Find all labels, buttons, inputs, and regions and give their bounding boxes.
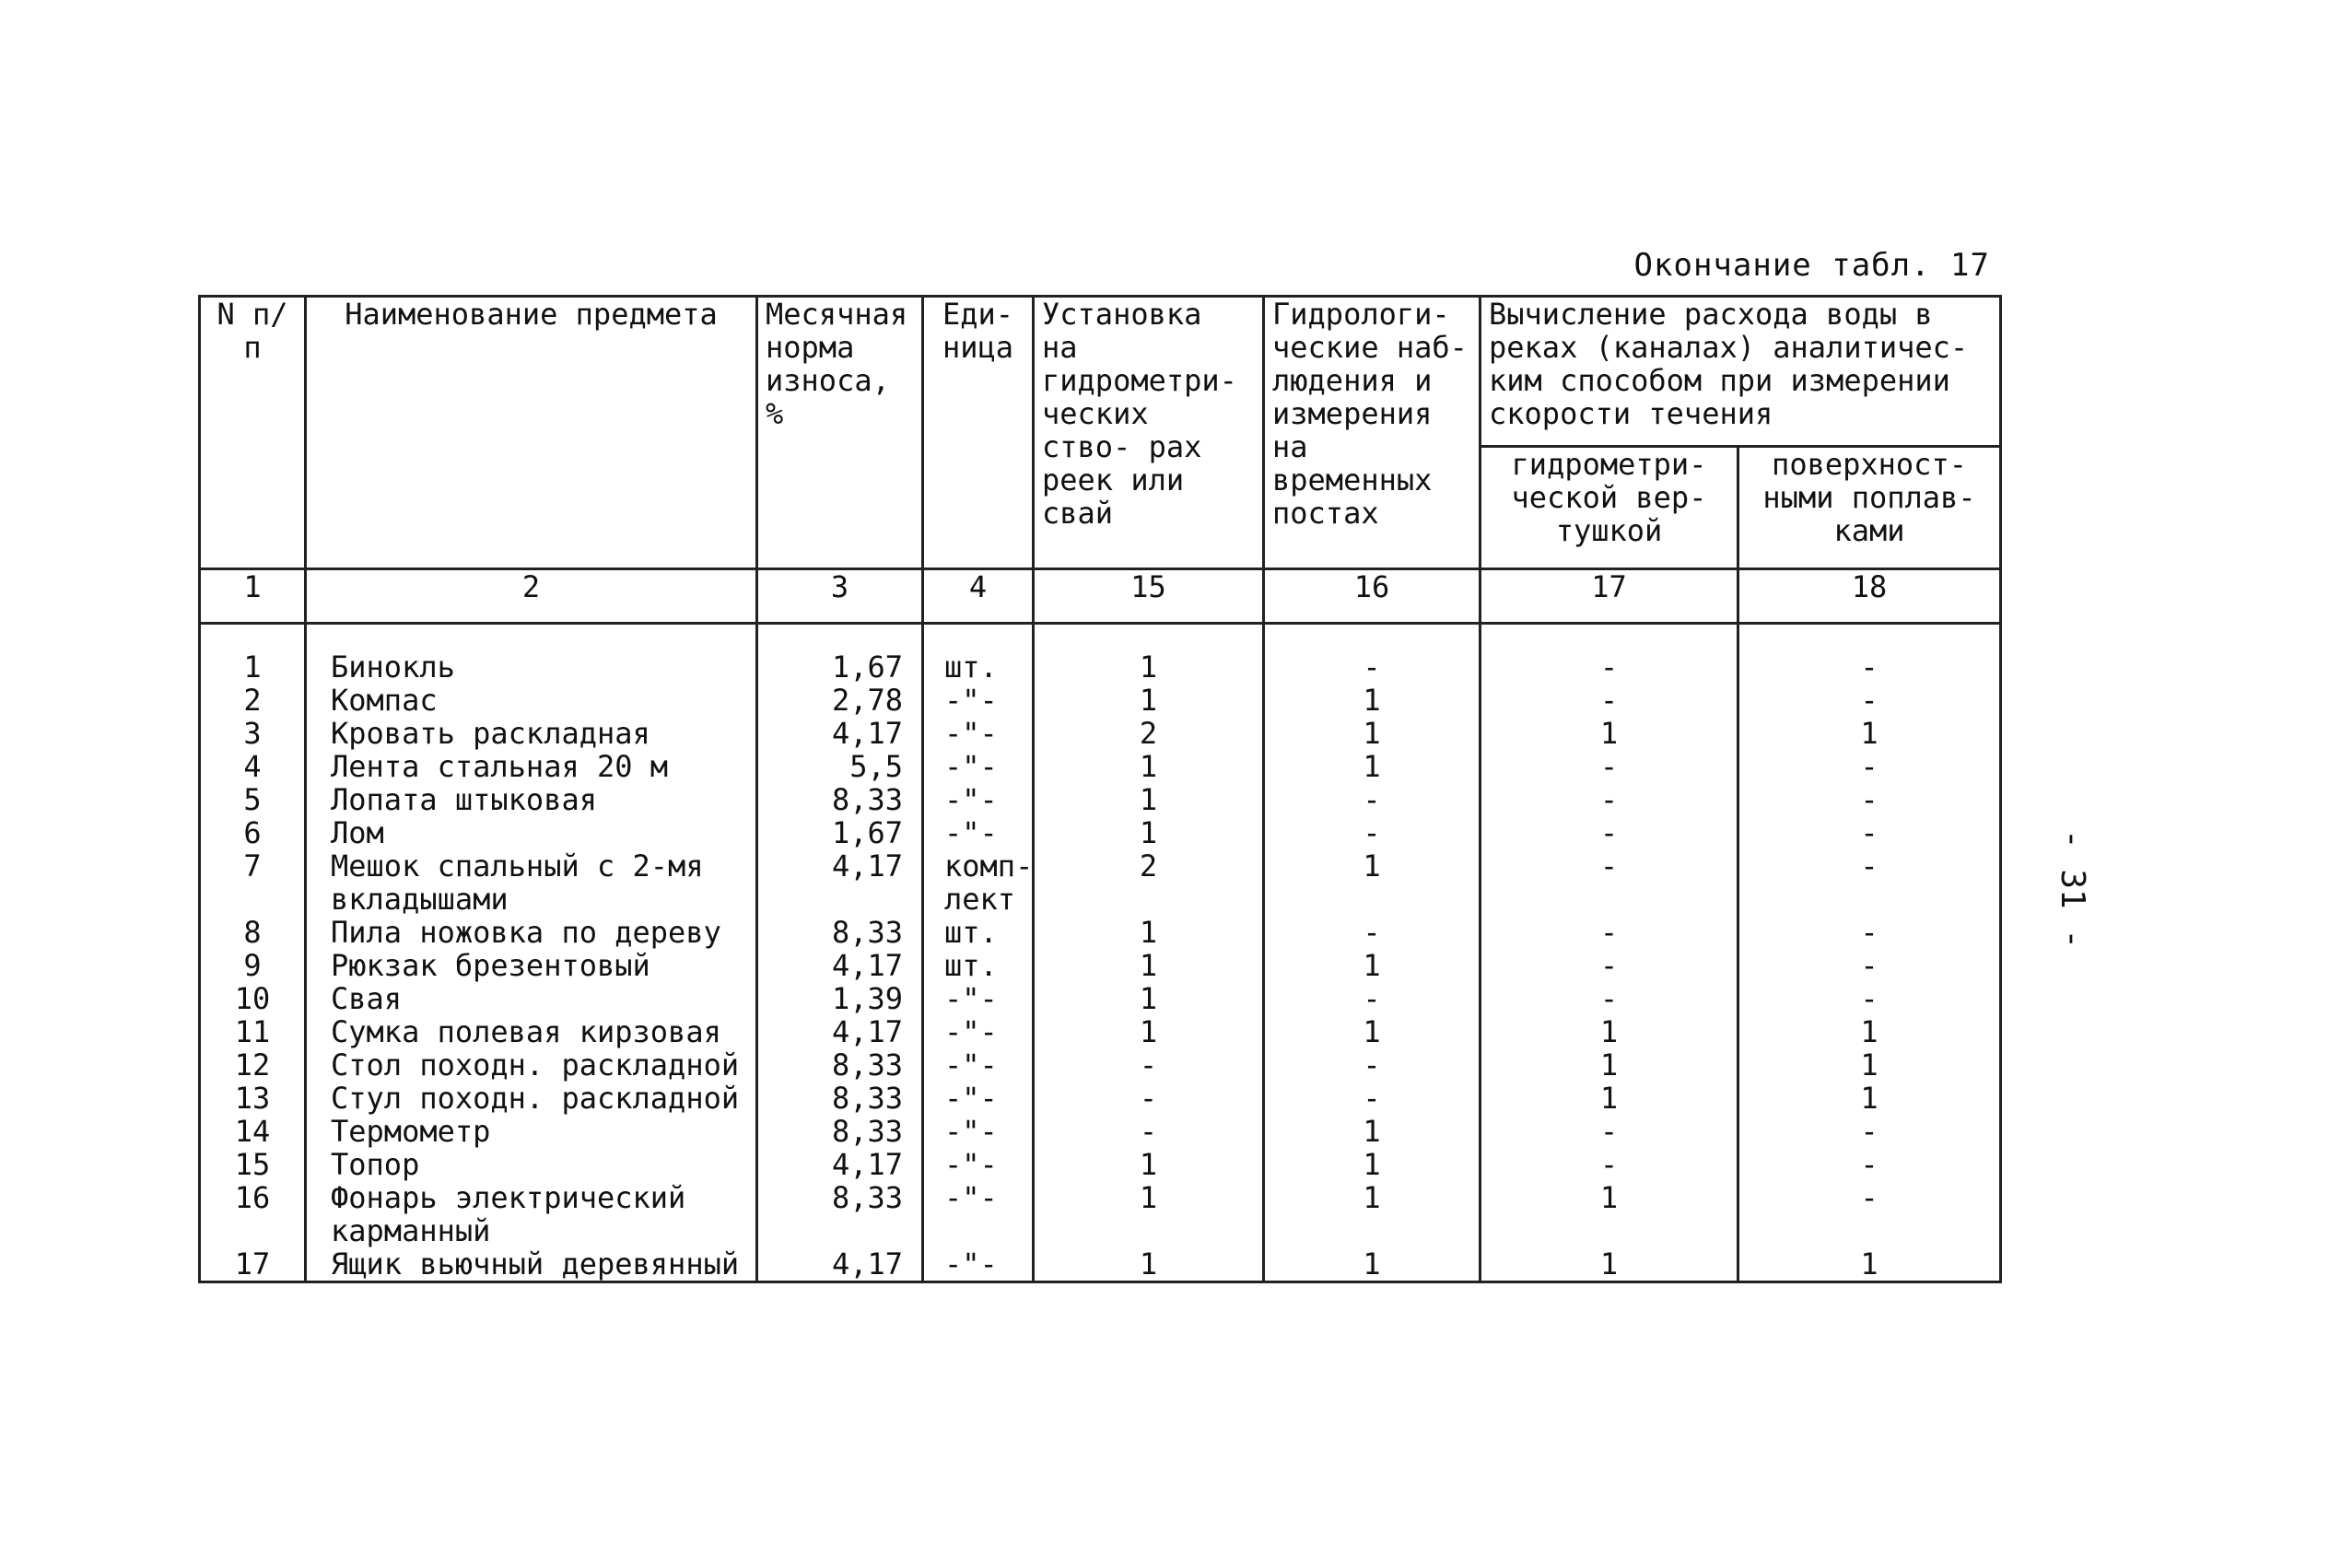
- column-number: 2: [306, 569, 757, 624]
- cell-n: 15: [200, 1148, 306, 1181]
- table-row: [200, 750, 2001, 783]
- cell-c15: -: [1034, 1115, 1264, 1148]
- cell-n: 13: [200, 1082, 306, 1115]
- cell-c16: -: [1264, 783, 1480, 816]
- page-number: - 31 -: [2054, 829, 2091, 950]
- cell-name: Мешок спальный с 2-мя вкладышами: [306, 849, 757, 916]
- table-caption: Окончание табл. 17: [1633, 247, 1990, 284]
- cell-c17: 1: [1480, 1048, 1738, 1082]
- cell-unit: шт.: [923, 916, 1034, 949]
- cell-c18: -: [1738, 816, 2001, 849]
- cell-c18: -: [1738, 849, 2001, 916]
- cell-unit: -"-: [923, 783, 1034, 816]
- column-number: 4: [923, 569, 1034, 624]
- cell-name: Лом: [306, 816, 757, 849]
- cell-c16: 1: [1264, 849, 1480, 916]
- cell-unit: -"-: [923, 982, 1034, 1015]
- cell-norm: 4,17: [757, 949, 923, 982]
- column-number: 16: [1264, 569, 1480, 624]
- table-row: [200, 1015, 2001, 1048]
- header-group: Вычисление расхода воды в реках (каналах) аналитичес- ким способом при измерении скорости течения: [1480, 297, 2001, 447]
- cell-c16: 1: [1264, 1181, 1480, 1247]
- cell-name: Свая: [306, 982, 757, 1015]
- cell-n: 17: [200, 1247, 306, 1282]
- cell-name: Пила ножовка по дереву: [306, 916, 757, 949]
- cell-norm: 2,78: [757, 684, 923, 717]
- cell-n: 1: [200, 650, 306, 684]
- cell-c17: -: [1480, 684, 1738, 717]
- cell-name: Рюкзак брезентовый: [306, 949, 757, 982]
- spacer-row: [200, 624, 2001, 651]
- cell-unit: -"-: [923, 1082, 1034, 1115]
- cell-name: Термометр: [306, 1115, 757, 1148]
- table-row: [200, 849, 2001, 916]
- cell-c16: 1: [1264, 1148, 1480, 1181]
- column-number: 1: [200, 569, 306, 624]
- cell-c17: 1: [1480, 1015, 1738, 1048]
- cell-c15: 1: [1034, 949, 1264, 982]
- cell-unit: шт.: [923, 949, 1034, 982]
- cell-c18: 1: [1738, 1015, 2001, 1048]
- cell-c18: -: [1738, 1148, 2001, 1181]
- cell-c15: 1: [1034, 816, 1264, 849]
- cell-c18: -: [1738, 684, 2001, 717]
- table-row: [200, 1247, 2001, 1282]
- cell-c16: -: [1264, 982, 1480, 1015]
- cell-unit: -"-: [923, 1148, 1034, 1181]
- cell-unit: -"-: [923, 1015, 1034, 1048]
- header-col15: Установка на гидрометри- ческих ство- рах реек или свай: [1034, 297, 1264, 569]
- cell-unit: -"-: [923, 816, 1034, 849]
- cell-name: Сумка полевая кирзовая: [306, 1015, 757, 1048]
- table-row: [200, 783, 2001, 816]
- cell-c16: -: [1264, 916, 1480, 949]
- cell-name: Бинокль: [306, 650, 757, 684]
- cell-c17: -: [1480, 949, 1738, 982]
- cell-c18: 1: [1738, 717, 2001, 750]
- cell-unit: комп- лект: [923, 849, 1034, 916]
- cell-norm: 1,39: [757, 982, 923, 1015]
- cell-norm: 4,17: [757, 1247, 923, 1282]
- header-unit: Еди- ница: [923, 297, 1034, 569]
- cell-name: Ящик вьючный деревянный: [306, 1247, 757, 1282]
- column-number: 15: [1034, 569, 1264, 624]
- cell-name: Кровать раскладная: [306, 717, 757, 750]
- table-row: [200, 982, 2001, 1015]
- cell-c15: 1: [1034, 750, 1264, 783]
- cell-norm: 8,33: [757, 1048, 923, 1082]
- cell-n: 9: [200, 949, 306, 982]
- cell-unit: -"-: [923, 750, 1034, 783]
- cell-norm: 5,5: [757, 750, 923, 783]
- cell-name: Стол походн. раскладной: [306, 1048, 757, 1082]
- cell-c17: -: [1480, 982, 1738, 1015]
- cell-n: 16: [200, 1181, 306, 1247]
- equipment-wear-table: [198, 295, 2002, 1283]
- cell-c17: -: [1480, 783, 1738, 816]
- cell-norm: 4,17: [757, 849, 923, 916]
- cell-c16: 1: [1264, 1115, 1480, 1148]
- cell-c18: -: [1738, 916, 2001, 949]
- cell-unit: -"-: [923, 1048, 1034, 1082]
- cell-unit: -"-: [923, 717, 1034, 750]
- table-row: [200, 1115, 2001, 1148]
- cell-c17: 1: [1480, 1247, 1738, 1282]
- cell-unit: -"-: [923, 1181, 1034, 1247]
- table-row: [200, 949, 2001, 982]
- cell-c18: -: [1738, 783, 2001, 816]
- cell-n: 4: [200, 750, 306, 783]
- cell-n: 10: [200, 982, 306, 1015]
- cell-c15: 1: [1034, 783, 1264, 816]
- cell-n: 2: [200, 684, 306, 717]
- cell-c15: 1: [1034, 1181, 1264, 1247]
- column-number: 18: [1738, 569, 2001, 624]
- cell-n: 3: [200, 717, 306, 750]
- column-numbers-row: [200, 569, 2001, 624]
- cell-c16: -: [1264, 1048, 1480, 1082]
- cell-c18: -: [1738, 650, 2001, 684]
- cell-c15: 1: [1034, 982, 1264, 1015]
- cell-c18: -: [1738, 750, 2001, 783]
- cell-c17: 1: [1480, 717, 1738, 750]
- table-row: [200, 684, 2001, 717]
- column-number: 17: [1480, 569, 1738, 624]
- cell-c17: -: [1480, 816, 1738, 849]
- table-row: [200, 1181, 2001, 1247]
- cell-name: Компас: [306, 684, 757, 717]
- cell-c16: 1: [1264, 750, 1480, 783]
- cell-norm: 8,33: [757, 1115, 923, 1148]
- cell-c15: -: [1034, 1082, 1264, 1115]
- cell-n: 11: [200, 1015, 306, 1048]
- cell-c18: -: [1738, 949, 2001, 982]
- table-row: [200, 1048, 2001, 1082]
- cell-c16: 1: [1264, 684, 1480, 717]
- cell-n: 8: [200, 916, 306, 949]
- header-name: Наименование предмета: [306, 297, 757, 569]
- cell-c18: 1: [1738, 1082, 2001, 1115]
- cell-c16: 1: [1264, 717, 1480, 750]
- cell-norm: 8,33: [757, 916, 923, 949]
- cell-c18: 1: [1738, 1247, 2001, 1282]
- cell-n: 7: [200, 849, 306, 916]
- cell-norm: 1,67: [757, 650, 923, 684]
- table-row: [200, 916, 2001, 949]
- cell-norm: 4,17: [757, 1015, 923, 1048]
- cell-c16: -: [1264, 1082, 1480, 1115]
- header-col16: Гидрологи- ческие наб- людения и измерения на временных постах: [1264, 297, 1480, 569]
- cell-c17: -: [1480, 849, 1738, 916]
- cell-c16: 1: [1264, 949, 1480, 982]
- cell-norm: 8,33: [757, 1082, 923, 1115]
- table-body: [200, 624, 2001, 1282]
- header-col18: поверхност- ными поплав- ками: [1738, 447, 2001, 569]
- cell-n: 5: [200, 783, 306, 816]
- header-number: N п/п: [200, 297, 306, 569]
- cell-norm: 1,67: [757, 816, 923, 849]
- cell-c17: -: [1480, 750, 1738, 783]
- cell-norm: 4,17: [757, 1148, 923, 1181]
- cell-c18: 1: [1738, 1048, 2001, 1082]
- cell-c15: 2: [1034, 849, 1264, 916]
- cell-name: Лента стальная 20 м: [306, 750, 757, 783]
- cell-n: 12: [200, 1048, 306, 1082]
- cell-c15: 1: [1034, 1247, 1264, 1282]
- cell-c15: 1: [1034, 1015, 1264, 1048]
- cell-c16: 1: [1264, 1247, 1480, 1282]
- cell-c17: -: [1480, 650, 1738, 684]
- cell-c18: -: [1738, 1181, 2001, 1247]
- table-row: [200, 1148, 2001, 1181]
- cell-n: 14: [200, 1115, 306, 1148]
- cell-c17: -: [1480, 916, 1738, 949]
- cell-c16: -: [1264, 650, 1480, 684]
- cell-name: Лопата штыковая: [306, 783, 757, 816]
- cell-name: Фонарь электрический карманный: [306, 1181, 757, 1247]
- cell-unit: шт.: [923, 650, 1034, 684]
- cell-c15: 1: [1034, 684, 1264, 717]
- cell-norm: 8,33: [757, 783, 923, 816]
- cell-norm: 8,33: [757, 1181, 923, 1247]
- header-col17: гидрометри- ческой вер- тушкой: [1480, 447, 1738, 569]
- cell-c15: 2: [1034, 717, 1264, 750]
- cell-name: Стул походн. раскладной: [306, 1082, 757, 1115]
- table-row: [200, 650, 2001, 684]
- cell-unit: -"-: [923, 684, 1034, 717]
- cell-c15: 1: [1034, 1148, 1264, 1181]
- header-norm: Месячная норма износа, %: [757, 297, 923, 569]
- table-row: [200, 717, 2001, 750]
- cell-c17: -: [1480, 1115, 1738, 1148]
- cell-c18: -: [1738, 982, 2001, 1015]
- cell-c16: 1: [1264, 1015, 1480, 1048]
- table-row: [200, 816, 2001, 849]
- cell-c17: 1: [1480, 1082, 1738, 1115]
- table-row: [200, 1082, 2001, 1115]
- cell-unit: -"-: [923, 1247, 1034, 1282]
- cell-c15: 1: [1034, 650, 1264, 684]
- cell-name: Топор: [306, 1148, 757, 1181]
- cell-n: 6: [200, 816, 306, 849]
- cell-c15: 1: [1034, 916, 1264, 949]
- cell-c17: 1: [1480, 1181, 1738, 1247]
- cell-norm: 4,17: [757, 717, 923, 750]
- column-number: 3: [757, 569, 923, 624]
- cell-unit: -"-: [923, 1115, 1034, 1148]
- cell-c15: -: [1034, 1048, 1264, 1082]
- cell-c17: -: [1480, 1148, 1738, 1181]
- cell-c16: -: [1264, 816, 1480, 849]
- cell-c18: -: [1738, 1115, 2001, 1148]
